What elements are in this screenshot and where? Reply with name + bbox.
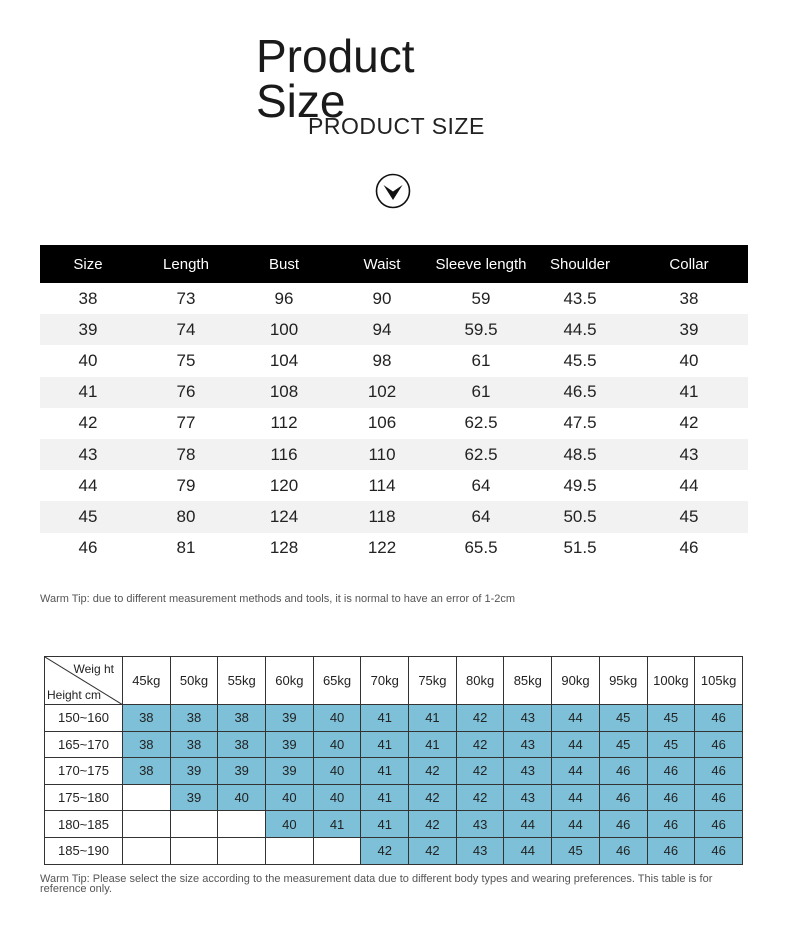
- size-cell: 73: [176, 288, 196, 308]
- size-cell: 118: [332, 501, 432, 532]
- size-recommendation-cell: 38: [122, 705, 170, 732]
- size-cell: 44: [679, 475, 699, 495]
- weight-header-cell: 70kg: [361, 657, 409, 705]
- size-recommendation-cell: 46: [647, 811, 695, 838]
- size-cell: 46: [679, 538, 699, 558]
- size-recommendation-cell: 40: [218, 784, 266, 811]
- size-recommendation-cell: 44: [552, 758, 600, 785]
- size-cell: 79: [176, 475, 196, 495]
- size-recommendation-cell: 46: [647, 784, 695, 811]
- size-cell: 39: [630, 314, 748, 345]
- height-label: 150~160: [45, 705, 123, 732]
- size-recommendation-cell: 40: [266, 811, 314, 838]
- size-recommendation-cell: 42: [409, 784, 457, 811]
- size-recommendation-cell: 41: [361, 705, 409, 732]
- size-cell: 40: [679, 350, 699, 370]
- size-recommendation-cell: 42: [409, 811, 457, 838]
- size-cell: 48.5: [530, 439, 630, 470]
- size-row: [40, 345, 748, 376]
- size-recommendation-cell: 43: [504, 758, 552, 785]
- size-row: [40, 314, 748, 345]
- size-recommendation-cell: 40: [313, 705, 361, 732]
- size-cell: 39: [40, 314, 136, 345]
- size-cell: 41: [40, 377, 136, 408]
- size-recommendation-cell: 46: [695, 731, 743, 758]
- size-cell: 40: [78, 350, 98, 370]
- height-row: [45, 705, 743, 732]
- size-recommendation-cell: 46: [695, 758, 743, 785]
- size-cell: 110: [332, 439, 432, 470]
- size-row: [40, 377, 748, 408]
- weight-header-cell: 50kg: [170, 657, 218, 705]
- size-cell: 65.5: [464, 538, 498, 558]
- size-recommendation-cell: 39: [266, 731, 314, 758]
- size-row: [40, 408, 748, 439]
- size-recommendation-cell: 41: [313, 811, 361, 838]
- size-cell: 102: [332, 377, 432, 408]
- height-row: [45, 758, 743, 785]
- size-row: [40, 439, 748, 470]
- size-cell: 44.5: [530, 314, 630, 345]
- size-recommendation-cell: 42: [456, 758, 504, 785]
- size-recommendation-cell: 41: [409, 731, 457, 758]
- weight-header-cell: 60kg: [266, 657, 314, 705]
- weight-header-cell: 105kg: [695, 657, 743, 705]
- size-cell: 76: [136, 377, 236, 408]
- title-line-1: Product: [256, 30, 415, 82]
- size-row: [40, 533, 748, 564]
- size-recommendation-cell: 43: [504, 731, 552, 758]
- size-header-cell: Size: [40, 245, 136, 283]
- size-cell: 104: [269, 350, 299, 370]
- size-recommendation-cell: 46: [695, 705, 743, 732]
- size-recommendation-cell: 40: [266, 784, 314, 811]
- size-recommendation-cell: 43: [456, 811, 504, 838]
- empty-cell: [122, 784, 170, 811]
- size-row: [40, 501, 748, 532]
- size-cell: 112: [270, 413, 298, 433]
- size-recommendation-cell: 45: [647, 731, 695, 758]
- size-cell: 100: [236, 314, 332, 345]
- size-recommendation-cell: 38: [170, 705, 218, 732]
- weight-header-row: [45, 657, 743, 705]
- height-label: 170~175: [45, 758, 123, 785]
- weight-header-cell: 85kg: [504, 657, 552, 705]
- height-label: 180~185: [45, 811, 123, 838]
- size-cell: 74: [136, 314, 236, 345]
- size-cell: 120: [269, 475, 299, 495]
- size-cell: 96: [274, 288, 294, 308]
- size-recommendation-cell: 44: [552, 705, 600, 732]
- size-recommendation-cell: 46: [695, 784, 743, 811]
- size-header-cell: Waist: [332, 245, 432, 283]
- size-header-cell: Bust: [236, 245, 332, 283]
- size-recommendation-cell: 43: [456, 837, 504, 864]
- warm-tip-measurement: Warm Tip: due to different measurement methods and tools, it is normal to have an error of 1-2cm: [40, 593, 516, 605]
- size-recommendation-cell: 41: [361, 811, 409, 838]
- size-cell: 59.5: [432, 314, 530, 345]
- size-recommendation-cell: 39: [170, 758, 218, 785]
- size-recommendation-cell: 39: [170, 784, 218, 811]
- height-row: [45, 731, 743, 758]
- size-cell: 94: [332, 314, 432, 345]
- size-recommendation-cell: 42: [409, 837, 457, 864]
- size-cell: 64: [471, 475, 491, 495]
- size-recommendation-cell: 46: [599, 811, 647, 838]
- empty-cell: [218, 837, 266, 864]
- size-cell: 128: [269, 538, 299, 558]
- size-cell: 47.5: [563, 413, 597, 433]
- size-recommendation-cell: 44: [504, 837, 552, 864]
- title-line-2: Size: [256, 75, 346, 127]
- empty-cell: [313, 837, 361, 864]
- weight-header-cell: 65kg: [313, 657, 361, 705]
- size-cell: 43: [630, 439, 748, 470]
- height-row: [45, 784, 743, 811]
- size-cell: 64: [432, 501, 530, 532]
- size-cell: 41: [630, 377, 748, 408]
- size-cell: 106: [367, 413, 397, 433]
- height-label: 165~170: [45, 731, 123, 758]
- empty-cell: [266, 837, 314, 864]
- height-row: [45, 811, 743, 838]
- size-cell: 42: [78, 413, 98, 433]
- size-recommendation-cell: 45: [599, 731, 647, 758]
- weight-header-cell: 75kg: [409, 657, 457, 705]
- size-cell: 80: [136, 501, 236, 532]
- weight-header-cell: 100kg: [647, 657, 695, 705]
- size-recommendation-cell: 38: [218, 731, 266, 758]
- size-recommendation-cell: 41: [409, 705, 457, 732]
- size-header-cell: Collar: [630, 245, 748, 283]
- size-cell: 98: [372, 350, 392, 370]
- size-cell: 51.5: [563, 538, 597, 558]
- size-cell: 90: [372, 288, 392, 308]
- size-cell: 61: [432, 377, 530, 408]
- size-recommendation-cell: 42: [361, 837, 409, 864]
- size-cell: 75: [176, 350, 196, 370]
- size-cell: 43.5: [563, 288, 597, 308]
- size-cell: 45: [630, 501, 748, 532]
- size-recommendation-cell: 38: [122, 731, 170, 758]
- size-cell: 49.5: [563, 475, 597, 495]
- size-cell: 124: [236, 501, 332, 532]
- size-recommendation-cell: 40: [313, 758, 361, 785]
- weight-header-cell: 95kg: [599, 657, 647, 705]
- corner-cell: [45, 657, 123, 705]
- size-cell: 59: [471, 288, 491, 308]
- size-recommendation-cell: 46: [599, 837, 647, 864]
- height-label: 185~190: [45, 837, 123, 864]
- size-cell: 108: [236, 377, 332, 408]
- size-cell: 45.5: [563, 350, 597, 370]
- size-recommendation-cell: 46: [695, 837, 743, 864]
- size-cell: 44: [78, 475, 98, 495]
- size-recommendation-cell: 39: [266, 705, 314, 732]
- empty-cell: [122, 837, 170, 864]
- corner-weight-label: Weig ht: [73, 662, 114, 676]
- size-cell: 62.5: [464, 413, 498, 433]
- weight-header-cell: 80kg: [456, 657, 504, 705]
- size-cell: 61: [471, 350, 491, 370]
- size-recommendation-cell: 44: [552, 811, 600, 838]
- size-cell: 77: [176, 413, 196, 433]
- size-recommendation-cell: 42: [456, 784, 504, 811]
- size-recommendation-cell: 38: [218, 705, 266, 732]
- size-recommendation-cell: 41: [361, 784, 409, 811]
- size-cell: 114: [368, 475, 396, 495]
- size-recommendation-cell: 38: [122, 758, 170, 785]
- size-recommendation-cell: 46: [647, 837, 695, 864]
- size-cell: 116: [236, 439, 332, 470]
- empty-cell: [170, 837, 218, 864]
- size-cell: 45: [40, 501, 136, 532]
- size-recommendation-cell: 39: [218, 758, 266, 785]
- weight-header-cell: 45kg: [122, 657, 170, 705]
- size-recommendation-cell: 44: [504, 811, 552, 838]
- height-row: [45, 837, 743, 864]
- corner-height-label: Height cm: [47, 688, 102, 702]
- size-recommendation-cell: 43: [504, 705, 552, 732]
- size-recommendation-cell: 46: [599, 758, 647, 785]
- size-recommendation-cell: 45: [599, 705, 647, 732]
- size-recommendation-cell: 45: [647, 705, 695, 732]
- weight-height-chart: [44, 656, 743, 865]
- page-title: [256, 28, 456, 127]
- chevron-down-circle-icon: [375, 173, 411, 209]
- size-recommendation-cell: 46: [695, 811, 743, 838]
- size-cell: 78: [136, 439, 236, 470]
- empty-cell: [170, 811, 218, 838]
- size-header-cell: Shoulder: [530, 245, 630, 283]
- size-cell: 42: [679, 413, 699, 433]
- weight-header-cell: 55kg: [218, 657, 266, 705]
- size-cell: 46.5: [530, 377, 630, 408]
- size-cell: 38: [78, 288, 98, 308]
- size-cell: 38: [679, 288, 699, 308]
- size-recommendation-cell: 42: [456, 705, 504, 732]
- size-recommendation-cell: 39: [266, 758, 314, 785]
- size-cell: 43: [40, 439, 136, 470]
- empty-cell: [218, 811, 266, 838]
- size-cell: 81: [176, 538, 196, 558]
- weight-header-cell: 90kg: [552, 657, 600, 705]
- size-recommendation-cell: 44: [552, 731, 600, 758]
- size-recommendation-cell: 42: [456, 731, 504, 758]
- size-recommendation-cell: 40: [313, 731, 361, 758]
- size-recommendation-cell: 41: [361, 758, 409, 785]
- size-recommendation-cell: 45: [552, 837, 600, 864]
- warm-tip-reference: Warm Tip: Please select the size according to the measurement data due to different body types and wearing preferences. This table is for reference only.: [40, 873, 713, 895]
- size-header-cell: Length: [136, 245, 236, 283]
- size-recommendation-cell: 41: [361, 731, 409, 758]
- height-label: 175~180: [45, 784, 123, 811]
- size-row: [40, 283, 748, 314]
- size-recommendation-cell: 44: [552, 784, 600, 811]
- size-cell: 62.5: [432, 439, 530, 470]
- size-row: [40, 470, 748, 501]
- size-recommendation-cell: 43: [504, 784, 552, 811]
- size-recommendation-cell: 40: [313, 784, 361, 811]
- size-recommendation-cell: 38: [170, 731, 218, 758]
- empty-cell: [122, 811, 170, 838]
- page-subtitle: PRODUCT SIZE: [308, 113, 485, 139]
- size-cell: 50.5: [530, 501, 630, 532]
- size-recommendation-cell: 46: [647, 758, 695, 785]
- size-recommendation-cell: 46: [599, 784, 647, 811]
- size-recommendation-cell: 42: [409, 758, 457, 785]
- size-table: [40, 245, 748, 564]
- size-table-header: [40, 245, 748, 283]
- size-cell: 122: [367, 538, 397, 558]
- size-cell: 46: [78, 538, 98, 558]
- size-header-cell: Sleeve length: [432, 245, 530, 283]
